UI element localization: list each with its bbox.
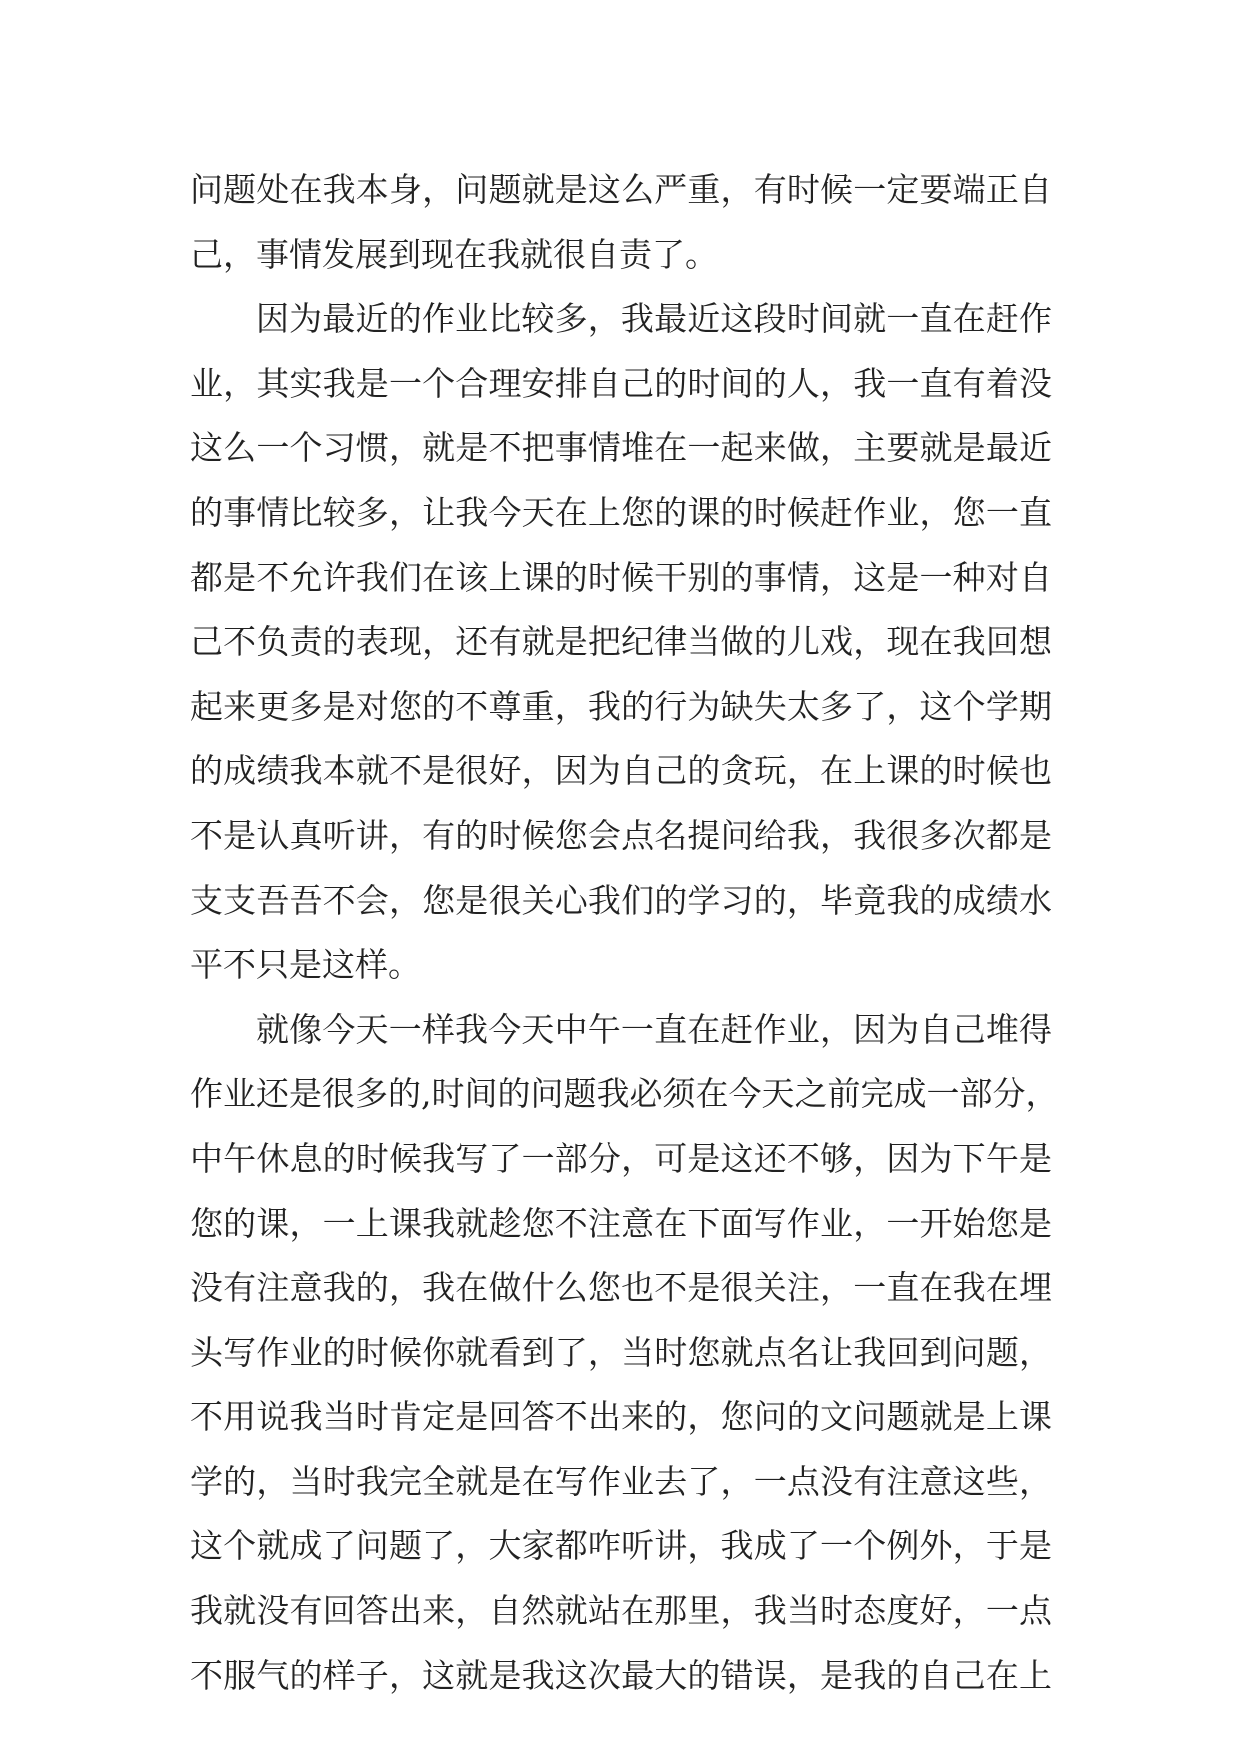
text-line: 中午休息的时候我写了一部分，可是这还不够，因为下午是 (190, 1138, 1052, 1178)
text-line: 不服气的样子，这就是我这次最大的错误，是我的自己在上 (190, 1655, 1052, 1695)
text-line: 没有注意我的，我在做什么您也不是很关注，一直在我在埋 (190, 1268, 1052, 1308)
text-line: 您的课，一上课我就趁您不注意在下面写作业，一开始您是 (190, 1203, 1052, 1243)
text-line: 业，其实我是一个合理安排自己的时间的人，我一直有着没 (190, 363, 1052, 403)
text-line: 作业还是很多的,时间的问题我必须在今天之前完成一部分， (190, 1074, 1059, 1114)
text-line: 己不负责的表现，还有就是把纪律当做的儿戏，现在我回想 (190, 622, 1052, 662)
text-line: 起来更多是对您的不尊重，我的行为缺失太多了，这个学期 (190, 686, 1052, 726)
text-line: 平不只是这样。 (190, 945, 421, 985)
text-line: 不用说我当时肯定是回答不出来的，您问的文问题就是上课 (190, 1397, 1052, 1437)
text-line: 这么一个习惯，就是不把事情堆在一起来做，主要就是最近 (190, 428, 1052, 468)
text-line: 支支吾吾不会，您是很关心我们的学习的，毕竟我的成绩水 (190, 880, 1052, 920)
text-line: 这个就成了问题了，大家都咋听讲，我成了一个例外，于是 (190, 1526, 1052, 1566)
text-line: 就像今天一样我今天中午一直在赶作业，因为自己堆得 (256, 1009, 1052, 1049)
text-line: 不是认真听讲，有的时候您会点名提问给我，我很多次都是 (190, 815, 1052, 855)
text-line: 头写作业的时候你就看到了，当时您就点名让我回到问题， (190, 1332, 1052, 1372)
text-line: 的成绩我本就不是很好，因为自己的贪玩，在上课的时候也 (190, 751, 1052, 791)
text-line: 问题处在我本身，问题就是这么严重，有时候一定要端正自 (190, 170, 1052, 209)
text-line: 学的，当时我完全就是在写作业去了，一点没有注意这些， (190, 1461, 1052, 1501)
text-line: 我就没有回答出来，自然就站在那里，我当时态度好，一点 (190, 1591, 1052, 1631)
text-line: 己，事情发展到现在我就很自责了。 (190, 234, 718, 274)
text-line: 的事情比较多，让我今天在上您的课的时候赶作业，您一直 (190, 492, 1052, 532)
text-line: 都是不允许我们在该上课的时候干别的事情，这是一种对自 (190, 557, 1052, 597)
document-body (190, 158, 1059, 1708)
text-line: 因为最近的作业比较多，我最近这段时间就一直在赶作 (256, 299, 1052, 339)
